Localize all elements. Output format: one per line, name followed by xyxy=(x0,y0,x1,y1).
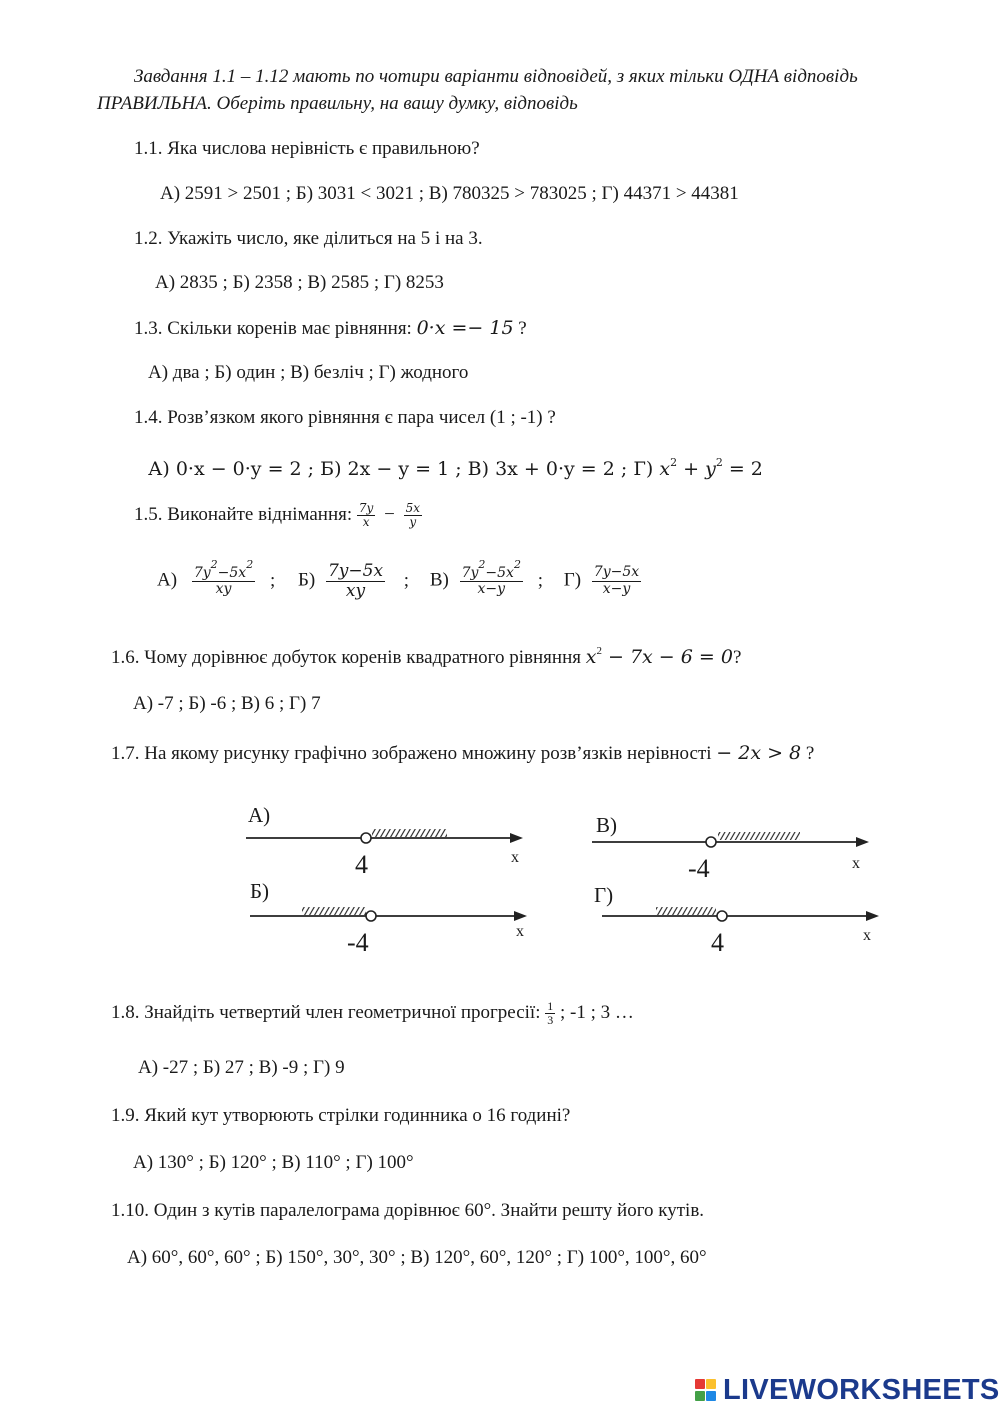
numerator xyxy=(460,557,523,582)
num-part-2: −5x xyxy=(217,564,247,581)
question-1-7 xyxy=(111,742,814,766)
option-a-label: А) xyxy=(157,569,178,591)
point-label: 4 xyxy=(355,850,368,879)
separator: ; xyxy=(537,569,543,591)
question-1-6 xyxy=(111,646,741,670)
denominator: 3 xyxy=(547,1013,554,1028)
open-point xyxy=(706,837,716,847)
option-c-fraction xyxy=(460,557,523,598)
question-1-5-options xyxy=(157,557,647,601)
equation-exponent: 2 xyxy=(596,645,602,657)
question-1-3-text: 1.3. Скільки коренів має рівняння: xyxy=(134,318,417,339)
axis-label: x xyxy=(511,849,519,866)
number-line-g xyxy=(592,878,892,958)
num-part-1: 7y xyxy=(461,564,479,581)
arrow-icon xyxy=(514,911,527,921)
numerator: 7y xyxy=(358,501,374,515)
hatch-region xyxy=(372,829,447,837)
arrow-icon xyxy=(510,833,523,843)
axis-label: x xyxy=(863,927,871,944)
inequality: − 2x > 8 xyxy=(716,742,802,764)
arrow-icon xyxy=(856,837,869,847)
separator: ; xyxy=(269,569,276,591)
point-label: -4 xyxy=(688,854,710,883)
question-1-8 xyxy=(111,1000,634,1027)
arrow-icon xyxy=(866,911,879,921)
exponent: 2 xyxy=(478,557,486,571)
option-b: Б) 2x − y = 1 ; xyxy=(320,458,462,480)
question-1-6-text: 1.6. Чому дорівнює добуток коренів квадратного рівняння xyxy=(111,647,586,668)
fraction-one-third xyxy=(545,1000,555,1027)
numerator: 5x xyxy=(405,501,420,515)
question-1-3-options: А) два ; Б) один ; В) безліч ; Г) жодного xyxy=(148,362,469,383)
question-1-6-options: А) -7 ; Б) -6 ; В) 6 ; Г) 7 xyxy=(133,693,321,714)
denominator: x xyxy=(362,515,370,530)
question-1-3-equation: 0·x =− 15 xyxy=(416,317,514,339)
question-1-1: 1.1. Яка числова нерівність є правильною? xyxy=(134,138,480,159)
option-a-fraction xyxy=(192,557,255,598)
minus-sign: − xyxy=(384,504,395,526)
open-point xyxy=(366,911,376,921)
option-d-mid: + y xyxy=(677,458,716,480)
option-b-fraction xyxy=(326,562,385,600)
logo-text: LIVEWORKSHEETS xyxy=(723,1373,1000,1406)
axis-label: x xyxy=(516,923,524,940)
exponent: 2 xyxy=(210,557,218,571)
question-1-7-end: ? xyxy=(801,743,815,764)
logo-icon xyxy=(695,1377,717,1403)
exponent: 2 xyxy=(246,557,254,571)
diagram-label: Г) xyxy=(594,883,614,907)
option-d-label: Г) xyxy=(563,569,582,591)
question-1-8-options: А) -27 ; Б) 27 ; В) -9 ; Г) 9 xyxy=(138,1057,345,1078)
numerator: 7y−5x xyxy=(327,561,384,581)
question-1-3-end: ? xyxy=(513,318,527,339)
denominator: xy xyxy=(345,580,366,601)
open-point xyxy=(717,911,727,921)
option-b-label: Б) xyxy=(297,569,316,591)
question-1-3 xyxy=(134,317,527,341)
equation-rest: − 7x − 6 = 0 xyxy=(601,646,733,668)
question-1-10-options: А) 60°, 60°, 60° ; Б) 150°, 30°, 30° ; В) 120°, 60°, 120° ; Г) 100°, 100°, 60° xyxy=(127,1247,707,1268)
option-d-exp-1: 2 xyxy=(670,456,678,469)
question-1-10: 1.10. Один з кутів паралелограма дорівнює 60°. Знайти решту його кутів. xyxy=(111,1200,705,1221)
liveworksheets-logo[interactable] xyxy=(695,1372,1000,1408)
axis-label: x xyxy=(852,855,860,872)
diagram-label: А) xyxy=(248,803,271,827)
num-part-1: 7y xyxy=(193,564,211,581)
exponent: 2 xyxy=(513,557,521,571)
question-1-2: 1.2. Укажіть число, яке ділиться на 5 і на 3. xyxy=(134,228,483,249)
option-d-label: Г) xyxy=(633,458,654,480)
question-1-2-options: А) 2835 ; Б) 2358 ; В) 2585 ; Г) 8253 xyxy=(155,272,444,293)
question-1-8-end: ; -1 ; 3 … xyxy=(555,1002,634,1024)
number-line-v xyxy=(588,806,888,886)
hatch-region xyxy=(302,907,366,915)
question-1-1-options: А) 2591 > 2501 ; Б) 3031 < 3021 ; В) 780325 > 783025 ; Г) 44371 > 44381 xyxy=(160,183,739,204)
hatch-region xyxy=(656,907,716,915)
question-1-4: 1.4. Розв’язком якого рівняння є пара чисел (1 ; -1) ? xyxy=(134,407,556,428)
numerator: 7y−5x xyxy=(593,564,640,581)
open-point xyxy=(361,833,371,843)
option-c-label: В) xyxy=(429,569,449,591)
number-line-a xyxy=(240,800,540,880)
number-line-b xyxy=(244,878,544,958)
question-1-4-options xyxy=(148,458,763,481)
question-1-9: 1.9. Який кут утворюють стрілки годинника о 16 годині? xyxy=(111,1105,571,1126)
point-label: 4 xyxy=(711,928,724,957)
option-a: А) 0·x − 0·y = 2 ; xyxy=(148,458,315,480)
numerator xyxy=(192,557,255,582)
diagram-label: Б) xyxy=(250,879,270,903)
diagram-label: В) xyxy=(596,813,617,837)
option-d-exp-2: 2 xyxy=(715,456,723,469)
point-label: -4 xyxy=(347,928,369,957)
denominator: x−y xyxy=(602,580,631,597)
denominator: xy xyxy=(215,581,232,598)
denominator: x−y xyxy=(477,581,506,598)
question-1-7-text: 1.7. На якому рисунку графічно зображено множину розв’язків нерівності xyxy=(111,743,717,764)
question-1-9-options: А) 130° ; Б) 120° ; В) 110° ; Г) 100° xyxy=(133,1152,414,1173)
fraction-7y-over-x xyxy=(357,502,375,529)
question-1-5 xyxy=(134,502,422,529)
instructions-line-1: Завдання 1.1 – 1.12 мають по чотири варіанти відповідей, з яких тільки ОДНА відповідь xyxy=(134,66,858,87)
denominator: y xyxy=(409,515,417,530)
option-d-tail: = 2 xyxy=(722,458,763,480)
instructions-line-2: ПРАВИЛЬНА. Оберіть правильну, на вашу думку, відповідь xyxy=(97,93,578,114)
fraction-5x-over-y xyxy=(404,502,422,529)
equation-x: x xyxy=(585,646,597,668)
question-1-6-end: ? xyxy=(732,647,742,668)
hatch-region xyxy=(718,832,800,840)
option-d-x: x xyxy=(659,458,671,480)
option-d-fraction xyxy=(592,565,641,597)
question-1-8-text: 1.8. Знайдіть четвертий член геометричної прогресії: xyxy=(111,1002,546,1024)
num-part-2: −5x xyxy=(485,564,514,581)
numerator: 1 xyxy=(547,999,554,1013)
separator: ; xyxy=(403,569,410,591)
option-c: В) 3x + 0·y = 2 ; xyxy=(467,458,628,480)
question-1-5-text: 1.5. Виконайте віднімання: xyxy=(134,504,357,526)
